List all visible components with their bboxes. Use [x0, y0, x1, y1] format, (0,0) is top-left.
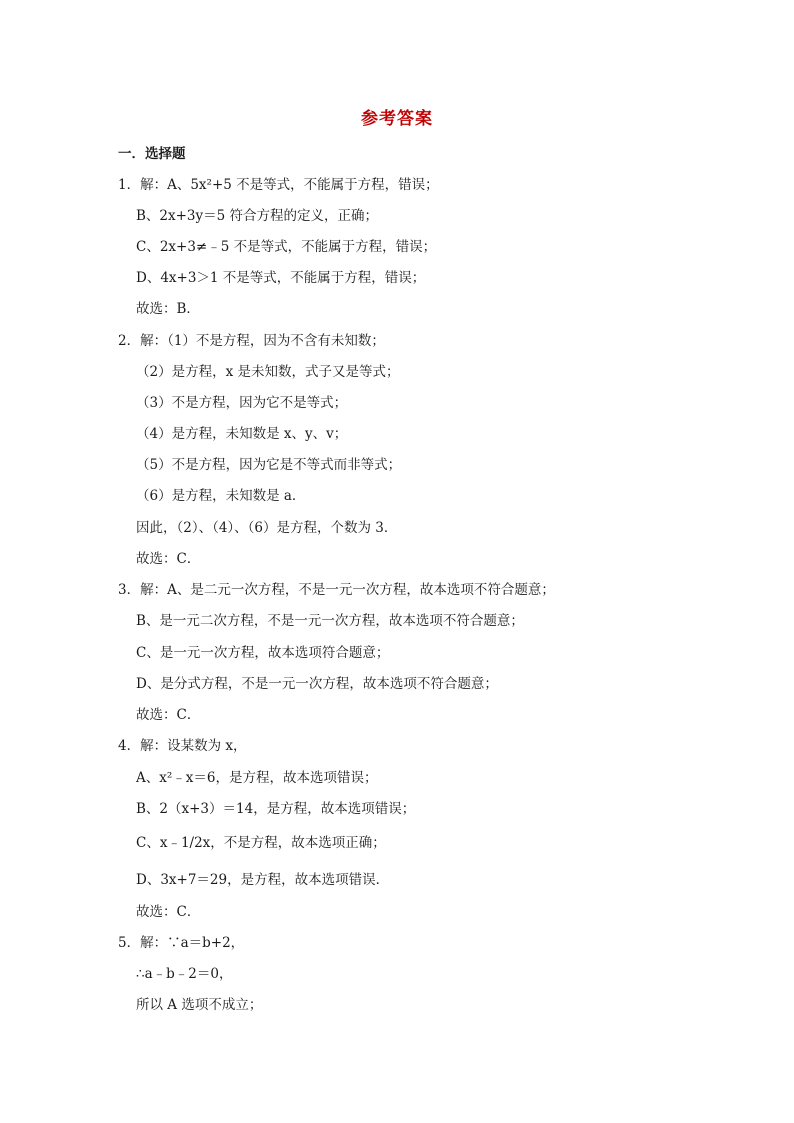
- page-title: 参考答案: [361, 109, 433, 129]
- answer-line: B、2（x+3）＝14，是方程，故本选项错误；: [136, 801, 416, 817]
- answer-line: D、是分式方程，不是一元一次方程，故本选项不符合题意；: [136, 676, 498, 692]
- answer-line: 5．解：∵a＝b+2，: [118, 935, 245, 951]
- answer-line: D、4x+3＞1 不是等式，不能属于方程，错误；: [136, 270, 426, 286]
- answer-line: 1．解：A、5x²+5 不是等式，不能属于方程，错误；: [118, 177, 439, 193]
- answer-line: D、3x+7＝29，是方程，故本选项错误．: [136, 872, 390, 888]
- answer-line: B、2x+3y＝5 符合方程的定义，正确；: [136, 208, 379, 224]
- answer-line: 因此，（2）、（4）、（6）是方程，个数为 3．: [136, 520, 398, 536]
- answer-line: 4．解：设某数为 x，: [118, 738, 247, 754]
- answer-line: （4）是方程，未知数是 x、y、v；: [136, 426, 348, 442]
- answer-line: （6）是方程，未知数是 a．: [136, 488, 306, 504]
- answer-line: ∴a﹣b﹣2＝0，: [136, 966, 233, 982]
- answer-line: 故选：B．: [136, 301, 200, 317]
- answer-line: 所以 A 选项不成立；: [136, 997, 263, 1013]
- answer-line: C、是一元一次方程，故本选项符合题意；: [136, 645, 390, 661]
- answer-line: 故选：C．: [136, 707, 201, 723]
- answer-line: C、x﹣1/2x，不是方程，故本选项正确；: [136, 835, 386, 851]
- answer-line: B、是一元二次方程，不是一元一次方程，故本选项不符合题意；: [136, 613, 524, 629]
- answer-line: （3）不是方程，因为它不是等式；: [136, 395, 348, 411]
- answer-line: （2）是方程，x 是未知数，式子又是等式；: [136, 364, 400, 380]
- answer-line: 3．解：A、是二元一次方程，不是一元一次方程，故本选项不符合题意；: [118, 582, 555, 598]
- answer-line: C、2x+3≠﹣5 不是等式，不能属于方程，错误；: [136, 239, 437, 255]
- answer-line: A、x²﹣x＝6，是方程，故本选项错误；: [136, 770, 378, 786]
- answer-line: 故选：C．: [136, 904, 201, 920]
- section-heading: 一．选择题: [118, 146, 186, 162]
- answer-line: 故选：C．: [136, 551, 201, 567]
- answer-line: 2．解：（1）不是方程，因为不含有未知数；: [118, 333, 385, 349]
- answer-line: （5）不是方程，因为它是不等式而非等式；: [136, 457, 402, 473]
